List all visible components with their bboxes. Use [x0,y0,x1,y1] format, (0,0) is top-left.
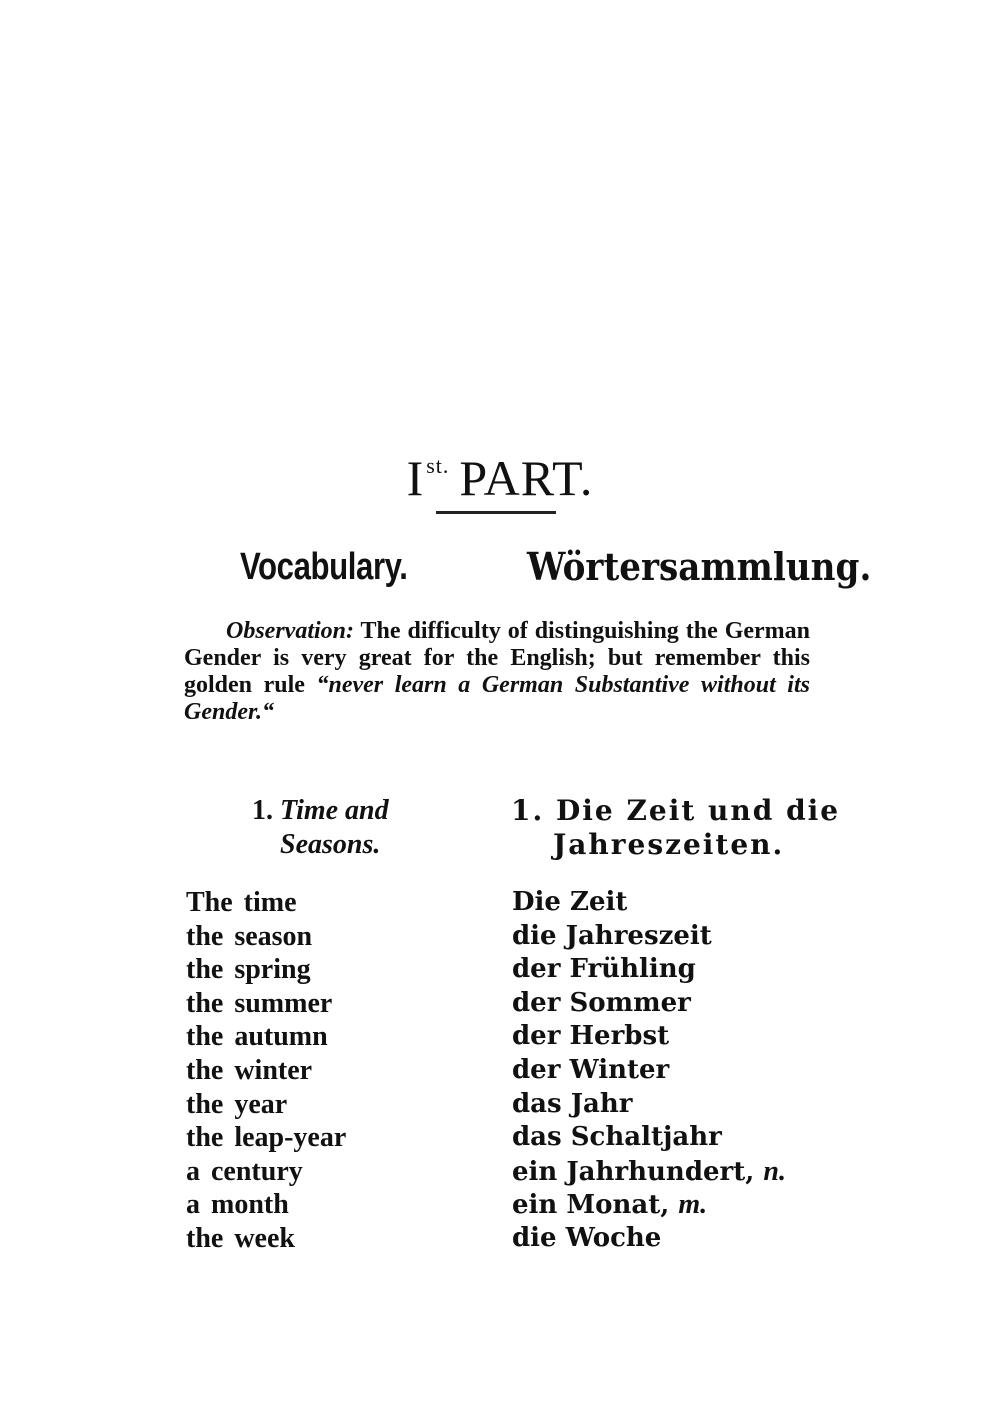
section-line1-english: Time and [280,795,389,826]
title-divider [436,511,556,514]
section-title-english [252,794,389,862]
vocab-row [186,886,826,920]
vocab-german: der Winter [512,1054,670,1085]
vocab-german: die Woche [512,1222,662,1253]
section-number-english: 1. [252,795,273,826]
section-line1-german: Die Zeit und die [555,794,841,827]
vocab-english: the week [186,1222,295,1254]
section-line2-german: Jahreszeiten. [553,828,785,861]
vocab-row [186,1222,826,1256]
vocab-german: die Jahreszeit [512,920,712,951]
vocab-german: der Sommer [512,987,691,1018]
vocab-english: the spring [186,954,311,986]
vocab-english: the autumn [186,1021,328,1053]
observation-text: The difficulty of distinguishing the German Gender is very great for the English; but remember this golden rule [184,618,810,698]
vocab-english: the summer [186,987,333,1019]
observation-quote: “never learn a German Substantive without its Gender.“ [184,672,810,725]
vocab-english: the leap-year [186,1122,347,1154]
vocab-german: ein Monat, m. [512,1189,708,1221]
vocab-german: Die Zeit [512,887,628,917]
vocab-row [186,987,826,1021]
part-word: PART. [459,450,594,506]
section-number-german: 1. [511,794,545,827]
part-title [0,436,1000,508]
heading-german: Wörtersammlung. [527,544,872,589]
vocab-row [186,1020,826,1054]
vocab-row [186,1155,826,1189]
heading-english: Vocabulary. [240,546,408,588]
vocab-row [186,1054,826,1088]
part-numeral: I [406,450,425,506]
vocab-german: das Jahr [512,1088,633,1119]
part-superscript: st. [426,453,450,478]
vocab-german: ein Jahrhundert, n. [512,1155,786,1187]
observation-label: Observation: [226,618,354,644]
vocab-english: a month [186,1189,289,1221]
vocab-german: das Schaltjahr [512,1122,722,1153]
vocab-german: der Herbst [512,1021,670,1052]
vocab-english: a century [186,1155,303,1187]
vocab-english: The time [186,887,297,918]
vocab-english: the winter [186,1054,313,1086]
vocab-row [186,1121,826,1155]
vocab-english: the season [186,920,313,952]
vocab-german: der Frühling [512,954,696,985]
vocabulary-list [186,886,826,1256]
vocab-gender: m. [678,1189,708,1221]
vocab-row [186,1088,826,1122]
vocab-row [186,920,826,954]
vocab-row [186,953,826,987]
section-line2-english: Seasons. [280,829,381,860]
vocab-gender: n. [763,1155,786,1187]
vocab-english: the year [186,1088,288,1120]
section-title-german [511,794,840,862]
observation-paragraph [184,618,810,726]
vocab-row [186,1188,826,1222]
